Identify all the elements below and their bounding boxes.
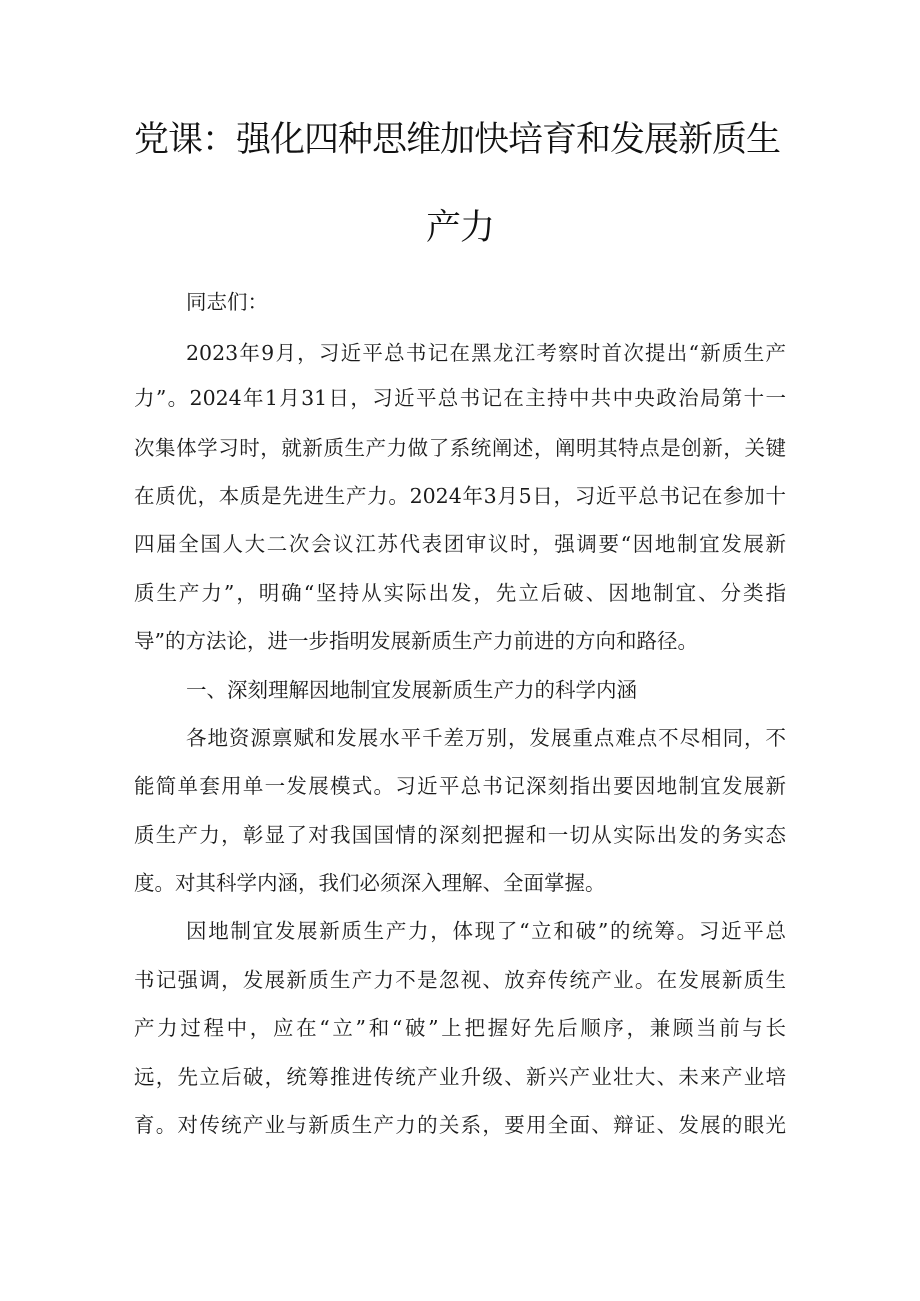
paragraph-3-line: 因地制宜发展新质生产力，体现了“立和破”的统筹。习近平总 — [186, 919, 786, 943]
document-title-line-2: 产力 — [425, 208, 494, 248]
paragraph-3-line: 产力过程中，应在“立”和“破”上把握好先后顺序，兼顾当前与长 — [134, 1016, 786, 1040]
paragraph-2-line: 各地资源禀赋和发展水平千差万别，发展重点难点不尽相同，不 — [186, 726, 786, 750]
paragraph-1-line: 2023年9月，习近平总书记在黑龙江考察时首次提出“新质生产 — [186, 341, 786, 365]
paragraph-2-line: 质生产力，彰显了对我国国情的深刻把握和一切从实际出发的务实态 — [134, 823, 786, 847]
paragraph-2-line: 度。对其科学内涵，我们必须深入理解、全面掌握。 — [134, 871, 606, 895]
section-heading-1: 一、深刻理解因地制宜发展新质生产力的科学内涵 — [186, 678, 637, 702]
greeting: 同志们： — [186, 290, 268, 314]
paragraph-1-line: 四届全国人大二次会议江苏代表团审议时，强调要“因地制宜发展新 — [134, 532, 786, 556]
paragraph-3-line: 书记强调，发展新质生产力不是忽视、放弃传统产业。在发展新质生 — [134, 968, 786, 992]
paragraph-1-line: 次集体学习时，就新质生产力做了系统阐述，阐明其特点是创新，关键 — [134, 436, 786, 460]
document-title-line-1: 党课：强化四种思维加快培育和发展新质生 — [134, 120, 781, 160]
paragraph-1-line: 质生产力”，明确“坚持从实际出发，先立后破、因地制宜、分类指 — [134, 581, 786, 605]
paragraph-1-line: 在质优，本质是先进生产力。2024年3月5日，习近平总书记在参加十 — [134, 484, 786, 508]
paragraph-1-line: 力”。2024年1月31日，习近平总书记在主持中共中央政治局第十一 — [134, 386, 786, 410]
paragraph-3-line: 远，先立后破，统筹推进传统产业升级、新兴产业壮大、未来产业培 — [134, 1065, 786, 1089]
paragraph-1-line: 导”的方法论，进一步指明发展新质生产力前进的方向和路径。 — [134, 629, 698, 653]
paragraph-2-line: 能简单套用单一发展模式。习近平总书记深刻指出要因地制宜发展新 — [134, 774, 786, 798]
paragraph-3-line: 育。对传统产业与新质生产力的关系，要用全面、辩证、发展的眼光 — [134, 1113, 786, 1137]
